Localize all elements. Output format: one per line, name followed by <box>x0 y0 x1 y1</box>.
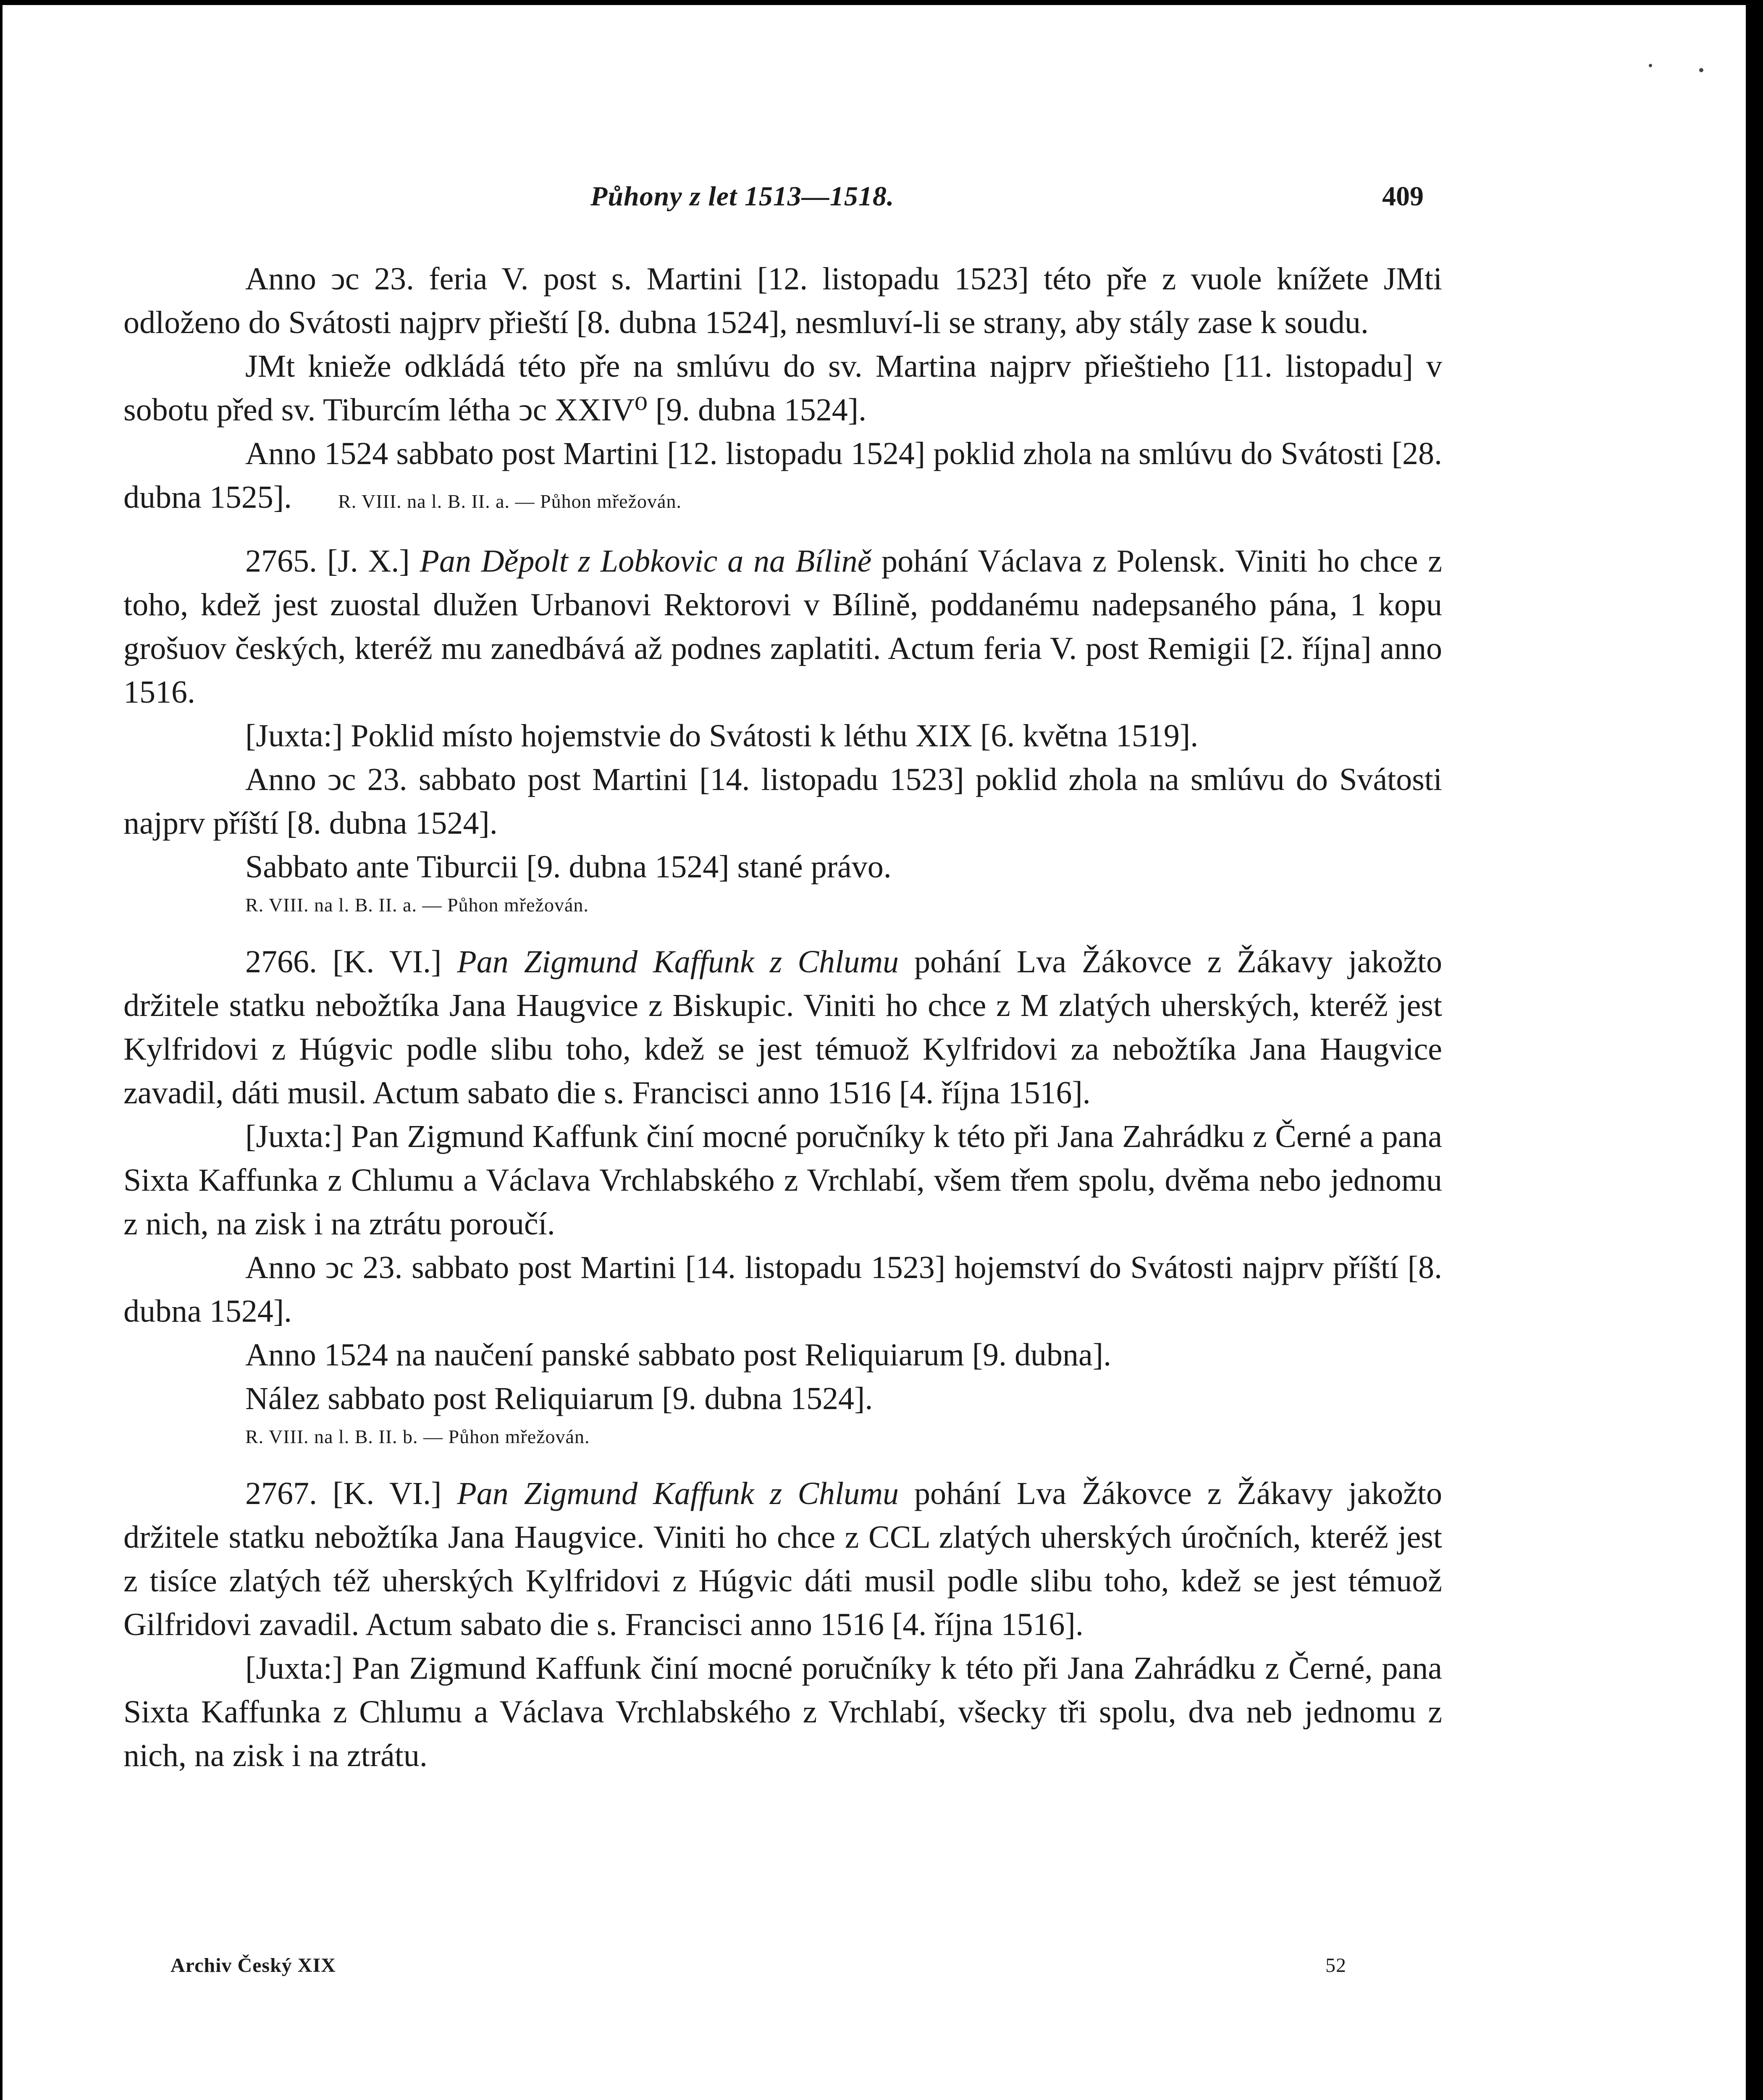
page-body <box>123 257 1442 1777</box>
source-note: R. VIII. na l. B. II. b. — Půhon mřežován. <box>245 1426 590 1447</box>
paragraph <box>123 432 1442 519</box>
running-head: Půhony z let 1513—1518. <box>590 181 895 212</box>
entry-title: Pan Zigmund Kaffunk z Chlumu <box>457 1476 899 1511</box>
paragraph: Anno ͻc 23. sabbato post Martini [14. listopadu 1523] poklid zhola na smlúvu do Svátosti najprv příští [8. dubna 1524]. <box>123 762 1442 841</box>
paragraph: Anno 1524 na naučení panské sabbato post Reliquiarum [9. dubna]. <box>245 1337 1112 1373</box>
entry-tag: [K. VI.] <box>333 944 442 979</box>
scan-speck <box>1699 68 1703 72</box>
paragraph-text: Anno 1524 sabbato post Martini [12. listopadu 1524] poklid zhola na smlúvu do Svátosti [28. dubna 1525]. <box>123 436 1442 515</box>
paragraph: [Juxta:] Pan Zigmund Kaffunk činí mocné poručníky k této při Jana Zahrádku z Černé, pana Sixta Kaffunka z Chlumu a Václava Vrchlabského z Vrchlabí, všecky tři spolu, dva neb jednomu z nich, na zisk i na ztrátu. <box>123 1651 1442 1773</box>
entry-text: pohání Lva Žákovce z Žákavy jakožto držitele statku nebožtíka Jana Haugvice z Biskupic. Viniti ho chce z M zlatých uherských, kteréž jest Kylfridovi z Húgvic podle slibu toho, kdež se jest témuož Kylfridovi za nebožtíka Jana Haugvice zavadil, dáti musil. Actum sabato die s. Francisci anno 1516 [4. října 1516]. <box>123 944 1443 1110</box>
paragraph: Anno ͻc 23. sabbato post Martini [14. listopadu 1523] hojemství do Svátosti najprv příští [8. dubna 1524]. <box>123 1250 1442 1329</box>
paragraph: Sabbato ante Tiburcii [9. dubna 1524] stané právo. <box>245 849 892 885</box>
footer-volume: Archiv Český XIX <box>171 1954 336 1977</box>
page-number: 409 <box>1382 181 1424 212</box>
paragraph: Nález sabbato post Reliquiarum [9. dubna 1524]. <box>245 1381 873 1416</box>
source-note: R. VIII. na l. B. II. a. — Půhon mřežován. <box>338 491 682 512</box>
document-page <box>3 5 1746 2100</box>
entry-tag: [J. X.] <box>327 543 410 579</box>
paragraph: [Juxta:] Poklid místo hojemstvie do Svátosti k léthu XIX [6. května 1519]. <box>245 718 1199 753</box>
entry-title: Pan Děpolt z Lobkovic a na Bílině <box>420 543 872 579</box>
source-note: R. VIII. na l. B. II. a. — Půhon mřežován. <box>245 894 589 916</box>
entry-text: pohání Lva Žákovce z Žákavy jakožto držitele statku nebožtíka Jana Haugvice. Viniti ho chce z CCL zlatých uherských úročních, kteréž jest z tisíce zlatých též uherských Kylfridovi z Húgvic dáti musil podle slibu toho, kdež se jest témuož Gilfridovi zavadil. Actum sabato die s. Francisci anno 1516 [4. října 1516]. <box>123 1476 1443 1642</box>
entry-number: 2767. <box>245 1476 317 1511</box>
entry-number: 2766. <box>245 944 317 979</box>
entry-text: pohání Václava z Polensk. Viniti ho chce z toho, kdež jest zuostal dlužen Urbanovi Rektorovi v Bílině, poddanému nadepsaného pána, 1 kopu grošuov českých, kteréž mu zanedbává až podnes zaplatiti. Actum feria V. post Remigii [2. října] anno 1516. <box>123 543 1442 710</box>
entry-title: Pan Zigmund Kaffunk z Chlumu <box>457 944 899 979</box>
paragraph: JMt knieže odkládá této pře na smlúvu do sv. Martina najprv přieštieho [11. listopadu] v sobotu před sv. Tiburcím létha ͻc XXIV⁰ [9. dubna 1524]. <box>123 349 1442 428</box>
entry-tag: [K. VI.] <box>333 1476 442 1511</box>
signature-mark: 52 <box>1325 1954 1346 1977</box>
entry-number: 2765. <box>245 543 317 579</box>
entry-2765 <box>123 539 1442 714</box>
footer <box>171 1954 1346 1977</box>
paragraph: [Juxta:] Pan Zigmund Kaffunk činí mocné poručníky k této při Jana Zahrádku z Černé a pana Sixta Kaffunka z Chlumu a Václava Vrchlabského z Vrchlabí, všem třem spolu, dvěma nebo jednomu z nich, na zisk i na ztrátu poroučí. <box>123 1119 1442 1242</box>
paragraph: Anno ͻc 23. feria V. post s. Martini [12. listopadu 1523] této pře z vuole knížete JMti odloženo do Svátosti najprv přieští [8. dubna 1524], nesmluví-li se strany, aby stály zase k soudu. <box>123 261 1442 340</box>
entry-2766 <box>123 940 1442 1115</box>
entry-2767 <box>123 1472 1442 1646</box>
scan-speck <box>1649 64 1652 67</box>
